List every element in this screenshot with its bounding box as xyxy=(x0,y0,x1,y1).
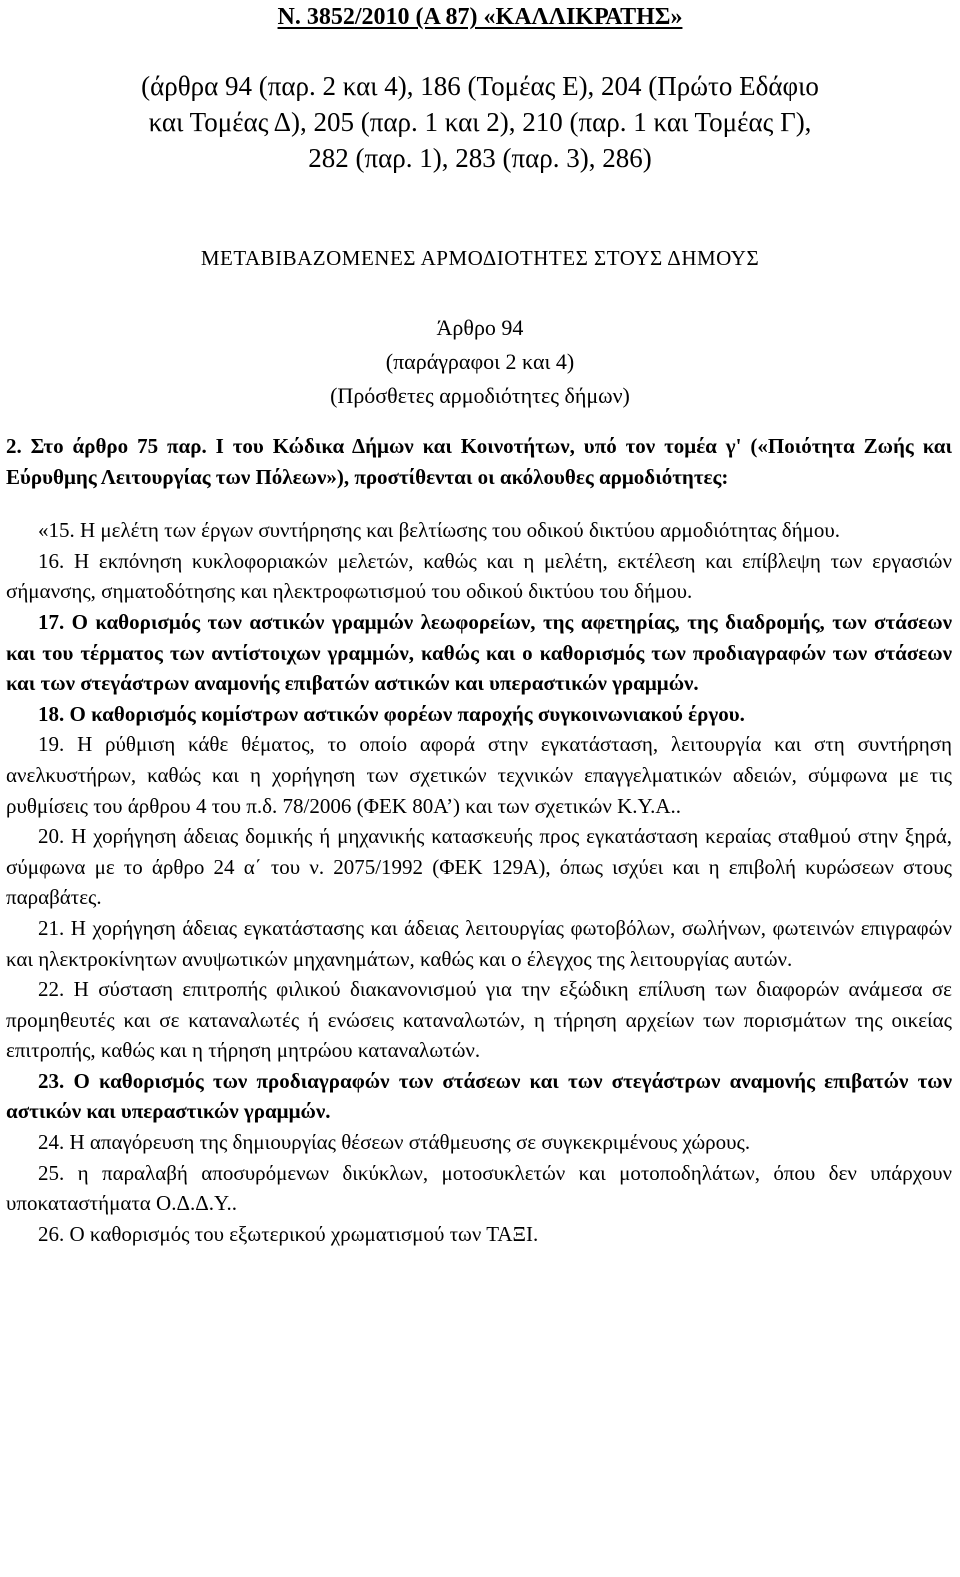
item-16: 16. Η εκπόνηση κυκλοφοριακών μελετών, καθώς και η μελέτη, εκτέλεση και επίβλεψη των εργασιών σήμανσης, σηματοδότησης και ηλεκτροφωτισμού του οδικού δικτύου του δήμου. xyxy=(6,548,952,604)
section-heading: ΜΕΤΑΒΙΒΑΖΟΜΕΝΕΣ ΑΡΜΟΔΙΟΤΗΤΕΣ ΣΤΟΥΣ ΔΗΜΟΥΣ xyxy=(200,246,760,270)
item-15: «15. Η μελέτη των έργων συντήρησης και βελτίωσης του οδικού δικτύου αρμοδιότητας δήμου. xyxy=(38,518,841,543)
item-21: 21. Η χορήγηση άδειας εγκατάστασης και άδειας λειτουργίας φωτοβόλων, σωλήνων, φωτεινών επιγραφών και ηλεκτροκίνητων ανυψωτικών μηχανημάτων, καθώς και ο έλεγχος της λειτουργίας αυτών. xyxy=(6,915,952,971)
item-18: 18. Ο καθορισμός κομίστρων αστικών φορέων παροχής συγκοινωνιακού έργου. xyxy=(38,701,745,726)
document-body xyxy=(6,431,952,1249)
item-23: 23. Ο καθορισμός των προδιαγραφών των στάσεων και των στεγάστρων αναμονής επιβατών των αστικών και υπεραστικών γραμμών. xyxy=(6,1068,952,1124)
item-26: 26. Ο καθορισμός του εξωτερικού χρωματισμού των ΤΑΞΙ. xyxy=(38,1221,539,1246)
law-title: Ν. 3852/2010 (Α 87) «ΚΑΛΛΙΚΡΑΤΗΣ» xyxy=(277,4,683,30)
item-20: 20. Η χορήγηση άδειας δομικής ή μηχανικής κατασκευής προς εγκατάσταση κεραίας σταθμού στην ξηρά, σύμφωνα με το άρθρο 24 α΄ του ν. 2075/1992 (ΦΕΚ 129Α), όπως ισχύει και η επιβολή κυρώσεων στους παραβάτες. xyxy=(6,824,952,910)
references-line: 282 (παρ. 1), 283 (παρ. 3), 286) xyxy=(308,143,652,173)
article-number: Άρθρο 94 xyxy=(436,315,524,340)
references-line: (άρθρα 94 (παρ. 2 και 4), 186 (Τομέας Ε), 204 (Πρώτο Εδάφιο xyxy=(141,71,819,101)
article-subtitle: (Πρόσθετες αρμοδιότητες δήμων) xyxy=(330,383,630,408)
item-19: 19. Η ρύθμιση κάθε θέματος, το οποίο αφορά στην εγκατάσταση, λειτουργία και στη συντήρηση ανελκυστήρων, καθώς και η χορήγηση των σχετικών τεχνικών επαγγελματικών αδειών, σύμφωνα με τις ρυθμίσεις του άρθρου 4 του π.δ. 78/2006 (ΦΕΚ 80Α’) και των σχετικών Κ.Υ.Α.. xyxy=(6,732,952,818)
references-line: και Τομέας Δ), 205 (παρ. 1 και 2), 210 (παρ. 1 και Τομέας Γ), xyxy=(148,107,812,137)
item-25: 25. η παραλαβή αποσυρόμενων δικύκλων, μοτοσυκλετών και μοτοποδηλάτων, όπου δεν υπάρχουν υποκαταστήματα Ο.Δ.Δ.Υ.. xyxy=(6,1160,952,1216)
item-22: 22. Η σύσταση επιτροπής φιλικού διακανονισμού για την εξώδικη επίλυση των διαφορών ανάμεσα σε προμηθευτές και σε καταναλωτές ή ενώσεις καταναλωτών, η τήρηση αρχείων των πορισμάτων της οικείας επιτροπής, καθώς και η τήρηση μητρώου καταναλωτών. xyxy=(6,977,952,1063)
article-header xyxy=(0,311,960,413)
item-24: 24. Η απαγόρευση της δημιουργίας θέσεων στάθμευσης σε συγκεκριμένους χώρους. xyxy=(38,1130,751,1155)
article-references xyxy=(0,68,960,176)
intro-paragraph: 2. Στο άρθρο 75 παρ. Ι του Κώδικα Δήμων και Κοινοτήτων, υπό τον τομέα γ' («Ποιότητα Ζωής και Εύρυθμης Λειτουργίας των Πόλεων»), προστίθενται οι ακόλουθες αρμοδιότητες: xyxy=(6,434,952,489)
item-17: 17. Ο καθορισμός των αστικών γραμμών λεωφορείων, της αφετηρίας, της διαδρομής, των στάσεων και του τέρματος των αντίστοιχων γραμμών, καθώς και ο καθορισμός των προδιαγραφών των στάσεων και των στεγάστρων αναμονής επιβατών αστικών και υπεραστικών γραμμών. xyxy=(6,609,952,696)
article-paragraphs: (παράγραφοι 2 και 4) xyxy=(385,349,575,374)
